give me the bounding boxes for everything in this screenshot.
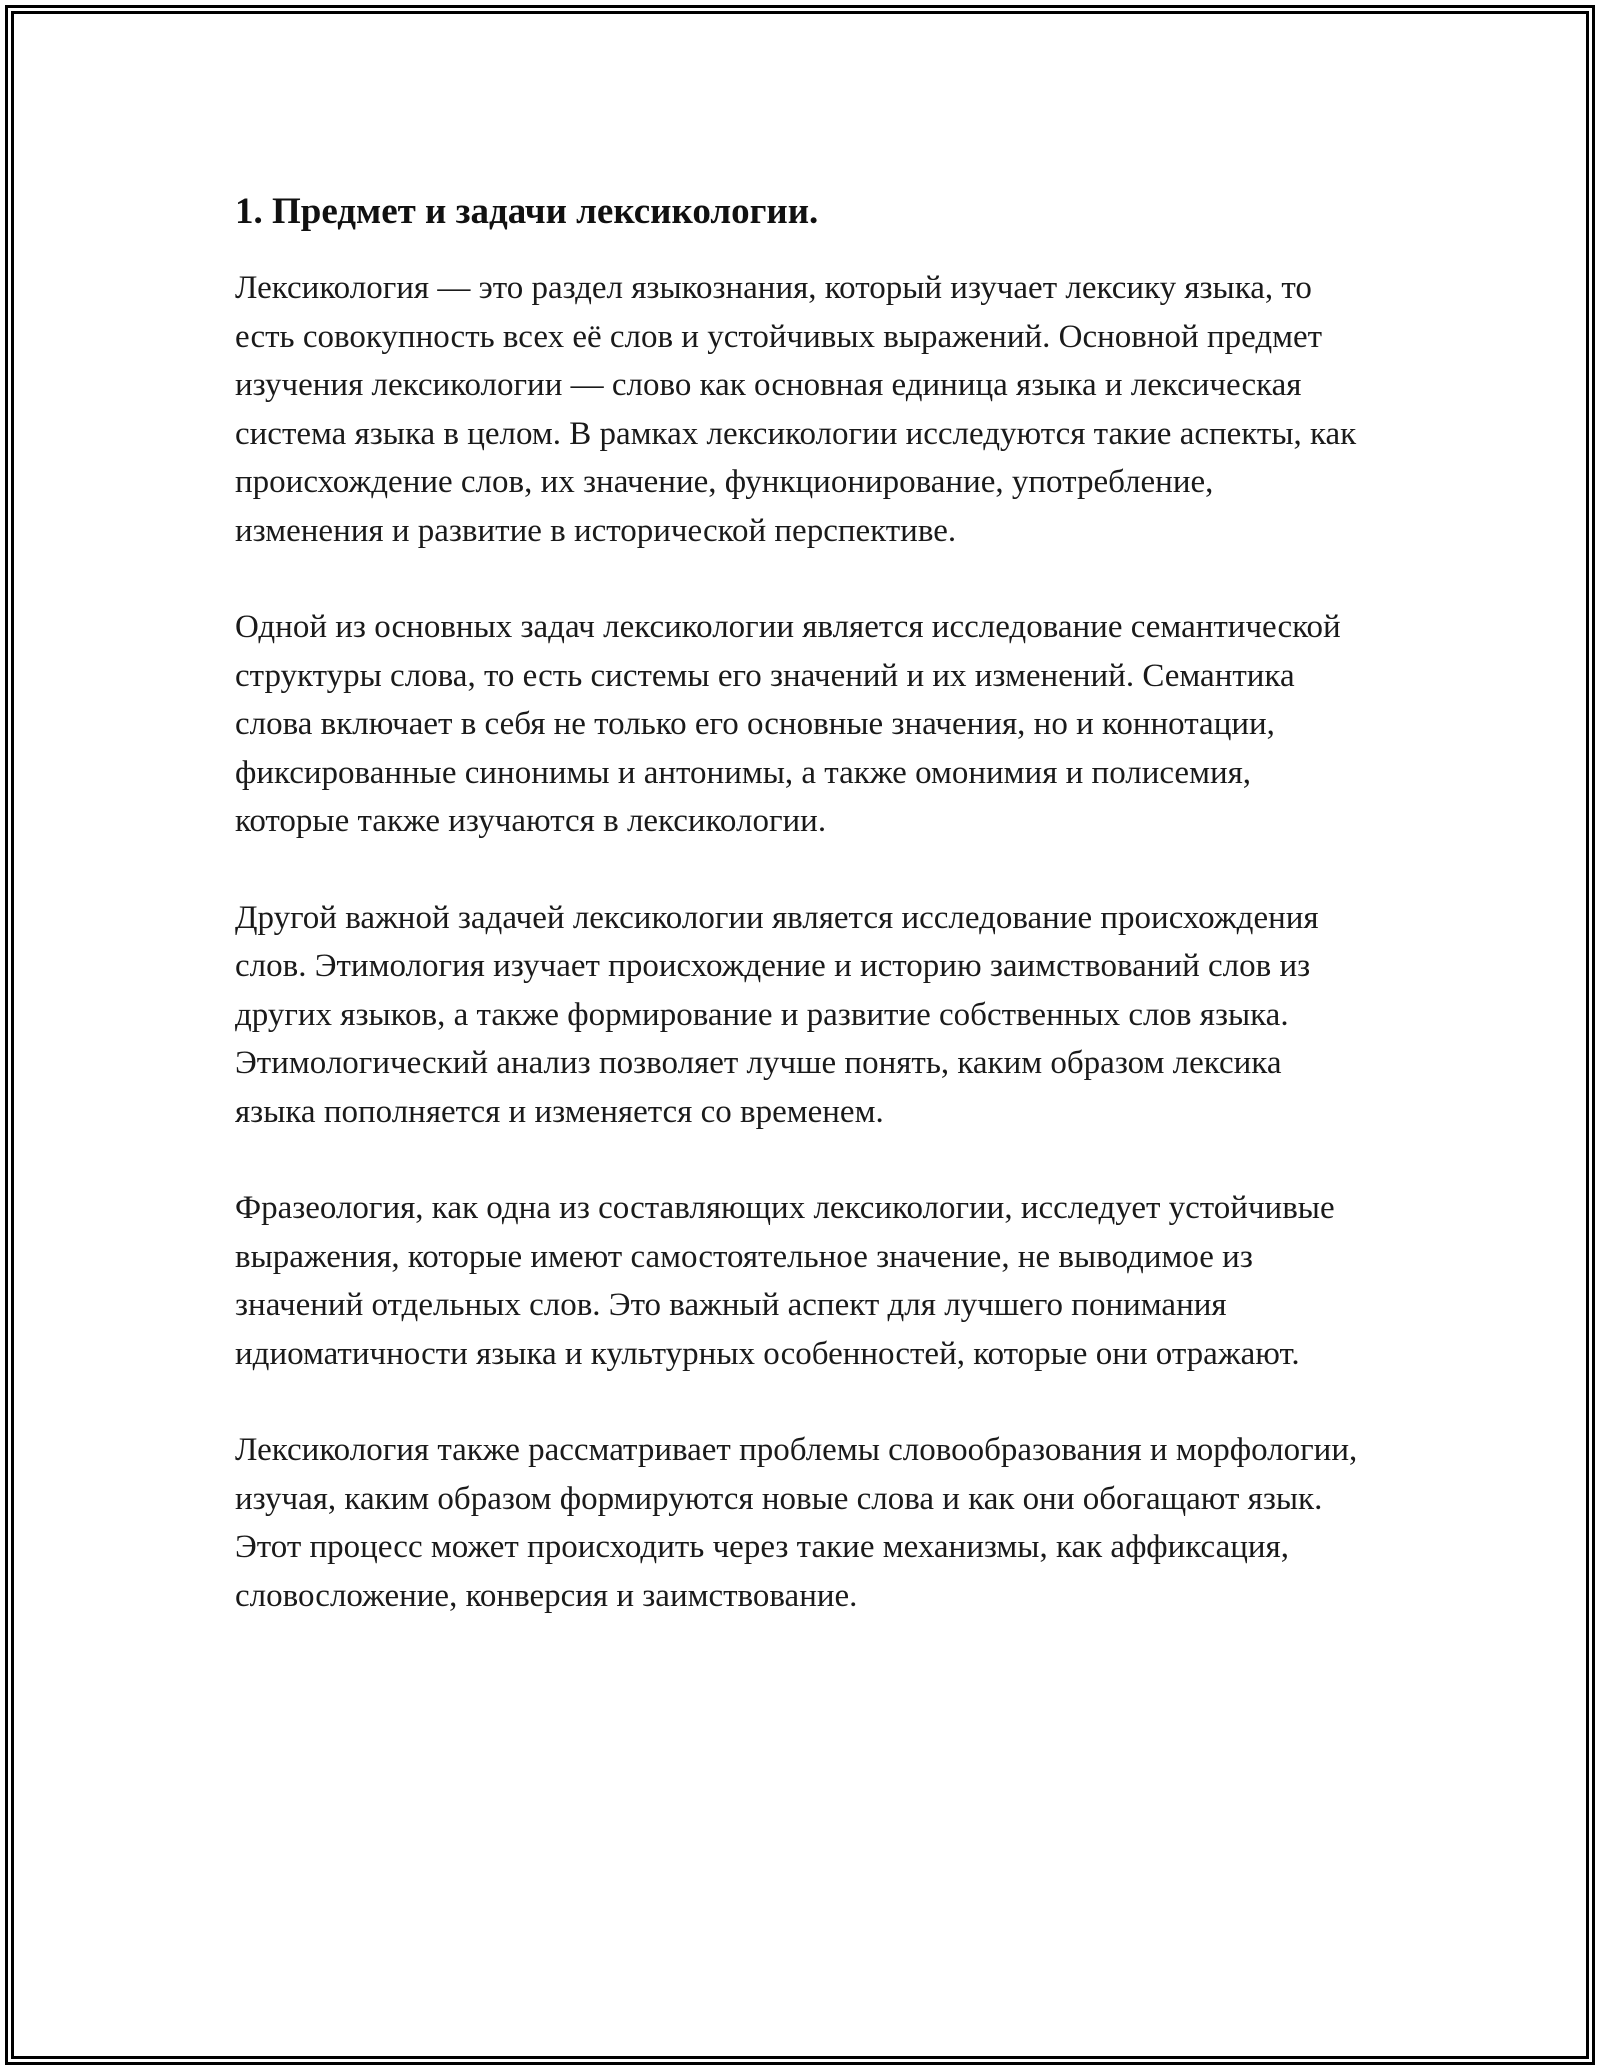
paragraph-word-formation: Лексикология также рассматривает проблемы словообразования и морфологии, изучая, каким образом формируются новые слова и как они обогащают язык. Этот процесс может происходить через такие механизмы, как аффиксация, словосложение, конверсия и заимствование. (235, 1432, 1358, 1614)
paragraph-semantic-structure: Одной из основных задач лексикологии является исследование семантической структуры слова, то есть системы его значений и их изменений. Семантика слова включает в себя не только его основные значения, но и коннотации, фиксированные синонимы и антонимы, а также омонимия и полисемия, которые также изучаются в лексикологии. (235, 609, 1341, 839)
paragraph-phraseology: Фразеология, как одна из составляющих лексикологии, исследует устойчивые выражения, которые имеют самостоятельное значение, не выводимое из значений отдельных слов. Это важный аспект для лучшего понимания идиоматичности языка и культурных особенностей, которые они отражают. (235, 1190, 1335, 1372)
paragraph-etymology: Другой важной задачей лексикологии является исследование происхождения слов. Этимология изучает происхождение и историю заимствований слов из других языков, а также формирование и развитие собственных слов языка. Этимологический анализ позволяет лучше понять, каким образом лексика языка пополняется и изменяется со временем. (235, 899, 1319, 1130)
document-body (235, 186, 1365, 1668)
paragraph-lexicology-definition: Лексикология — это раздел языкознания, который изучает лексику языка, то есть совокупность всех её слов и устойчивых выражений. Основной предмет изучения лексикологии — слово как основная единица языка и лексическая система языка в целом. В рамках лексикологии исследуются такие аспекты, как происхождение слов, их значение, функционирование, употребление, изменения и развитие в исторической перспективе. (235, 270, 1357, 549)
section-heading: 1. Предмет и задачи лексикологии. (235, 191, 819, 232)
